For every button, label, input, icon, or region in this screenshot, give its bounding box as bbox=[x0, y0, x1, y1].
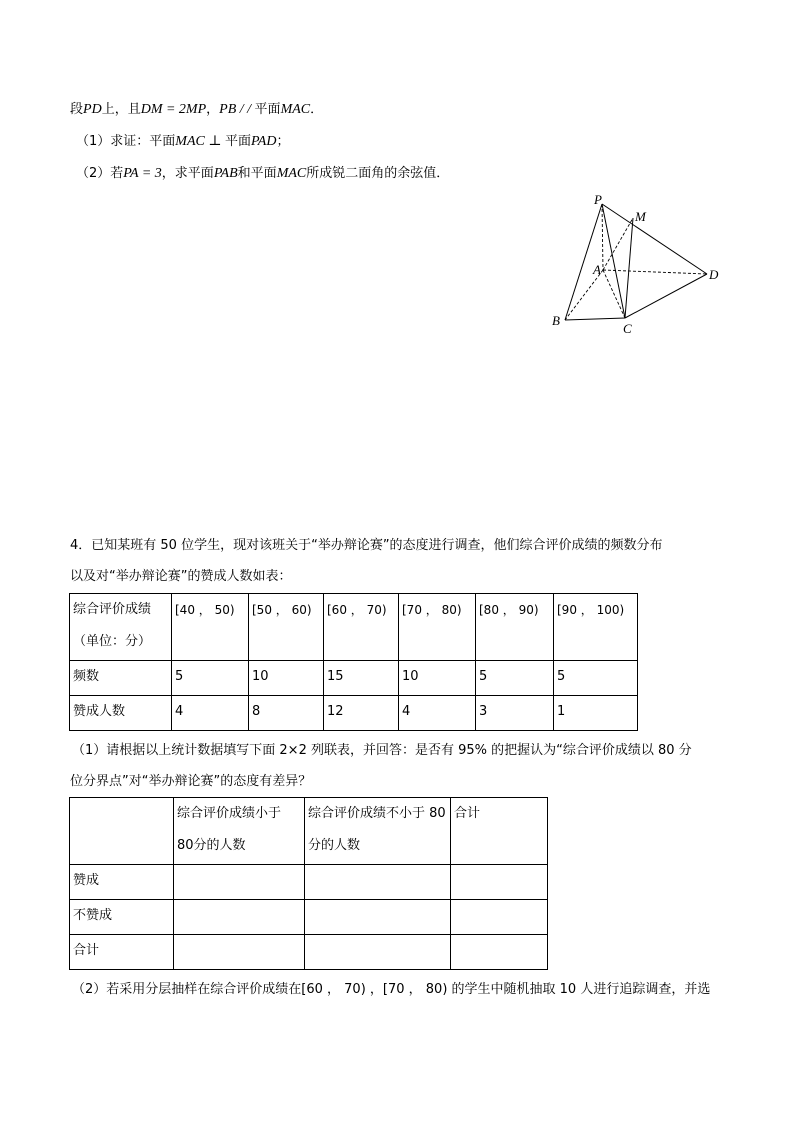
t2-cell bbox=[305, 935, 451, 970]
t1-interval: [80 ， 90) bbox=[476, 594, 554, 661]
t1-cell: 3 bbox=[476, 696, 554, 731]
t1-cell: 8 bbox=[249, 696, 324, 731]
t1-interval: [70 ， 80) bbox=[399, 594, 476, 661]
edge-AM bbox=[603, 218, 633, 270]
t2-cell bbox=[451, 865, 548, 900]
t1-interval: [60 ， 70) bbox=[324, 594, 399, 661]
edge-AD bbox=[603, 270, 707, 274]
t2-cell bbox=[305, 865, 451, 900]
problem4-part2-line1: （2）若采用分层抽样在综合评价成绩在[60 ， 70) ，[70 ， 80) 的学生中随机抽取 10 人进行追踪调查，并选 bbox=[72, 982, 711, 997]
contingency-table bbox=[69, 797, 548, 970]
t2-row-label: 赞成 bbox=[70, 865, 174, 900]
t2-col3-header: 合计 bbox=[451, 798, 548, 865]
t1-cell: 4 bbox=[399, 696, 476, 731]
problem3-part1: （1）求证：平面MAC ⊥ 平面PAD； bbox=[76, 134, 290, 149]
table-row bbox=[70, 935, 548, 970]
problem4-part1-line1: （1）请根据以上统计数据填写下面 2×2 列联表，并回答：是否有 95% 的把握认为“综合评价成绩以 80 分 bbox=[72, 743, 692, 758]
label-D: D bbox=[709, 267, 719, 282]
t1-cell: 15 bbox=[324, 661, 399, 696]
edge-PA bbox=[602, 204, 603, 270]
edge-PD bbox=[602, 204, 707, 274]
t1-interval: [50 ， 60) bbox=[249, 594, 324, 661]
t1-cell: 1 bbox=[554, 696, 638, 731]
problem4-line1: 4．已知某班有 50 位学生，现对该班关于“举办辩论赛”的态度进行调查，他们综合评价成绩的频数分布 bbox=[70, 538, 663, 553]
t2-corner bbox=[70, 798, 174, 865]
problem4-line2: 以及对“举办辩论赛”的赞成人数如表： bbox=[70, 569, 292, 584]
table-row bbox=[70, 661, 638, 696]
table-row bbox=[70, 865, 548, 900]
edge-CD bbox=[625, 274, 707, 318]
edge-AB bbox=[565, 270, 603, 320]
t2-cell bbox=[174, 900, 305, 935]
t1-header-label: 综合评价成绩 （单位：分） bbox=[70, 594, 172, 661]
t2-row-label: 合计 bbox=[70, 935, 174, 970]
t1-cell: 12 bbox=[324, 696, 399, 731]
label-C: C bbox=[623, 321, 632, 336]
t1-cell: 10 bbox=[249, 661, 324, 696]
table-row bbox=[70, 696, 638, 731]
pyramid-figure bbox=[545, 190, 730, 340]
problem3-part2: （2）若PA = 3，求平面PAB和平面MAC所成锐二面角的余弦值． bbox=[76, 166, 450, 181]
table-row bbox=[70, 900, 548, 935]
label-M: M bbox=[635, 209, 646, 224]
t2-cell bbox=[174, 935, 305, 970]
label-A: A bbox=[593, 262, 601, 277]
t1-interval: [90 ， 100) bbox=[554, 594, 638, 661]
frequency-table bbox=[69, 593, 638, 731]
t2-cell bbox=[451, 900, 548, 935]
t2-cell bbox=[451, 935, 548, 970]
t1-row-label: 赞成人数 bbox=[70, 696, 172, 731]
t1-cell: 5 bbox=[476, 661, 554, 696]
t2-col2-header: 综合评价成绩不小于 80 分的人数 bbox=[305, 798, 451, 865]
t1-row-label: 频数 bbox=[70, 661, 172, 696]
problem3-intro: 段PD上，且DM = 2MP，PB / / 平面MAC． bbox=[70, 102, 324, 117]
edge-PC bbox=[602, 204, 625, 318]
t2-row-label: 不赞成 bbox=[70, 900, 174, 935]
t2-cell bbox=[305, 900, 451, 935]
label-B: B bbox=[552, 313, 560, 328]
t1-interval: [40 ， 50) bbox=[172, 594, 249, 661]
t2-cell bbox=[174, 865, 305, 900]
problem4-part1-line2: 位分界点”对“举办辩论赛”的态度有差异？ bbox=[70, 774, 312, 789]
t1-cell: 4 bbox=[172, 696, 249, 731]
edge-MC bbox=[625, 218, 633, 318]
t1-cell: 5 bbox=[172, 661, 249, 696]
t1-cell: 5 bbox=[554, 661, 638, 696]
t2-col1-header: 综合评价成绩小于 80分的人数 bbox=[174, 798, 305, 865]
t1-cell: 10 bbox=[399, 661, 476, 696]
edge-AC bbox=[603, 270, 625, 318]
edge-BC bbox=[565, 318, 625, 320]
label-P: P bbox=[594, 192, 602, 207]
